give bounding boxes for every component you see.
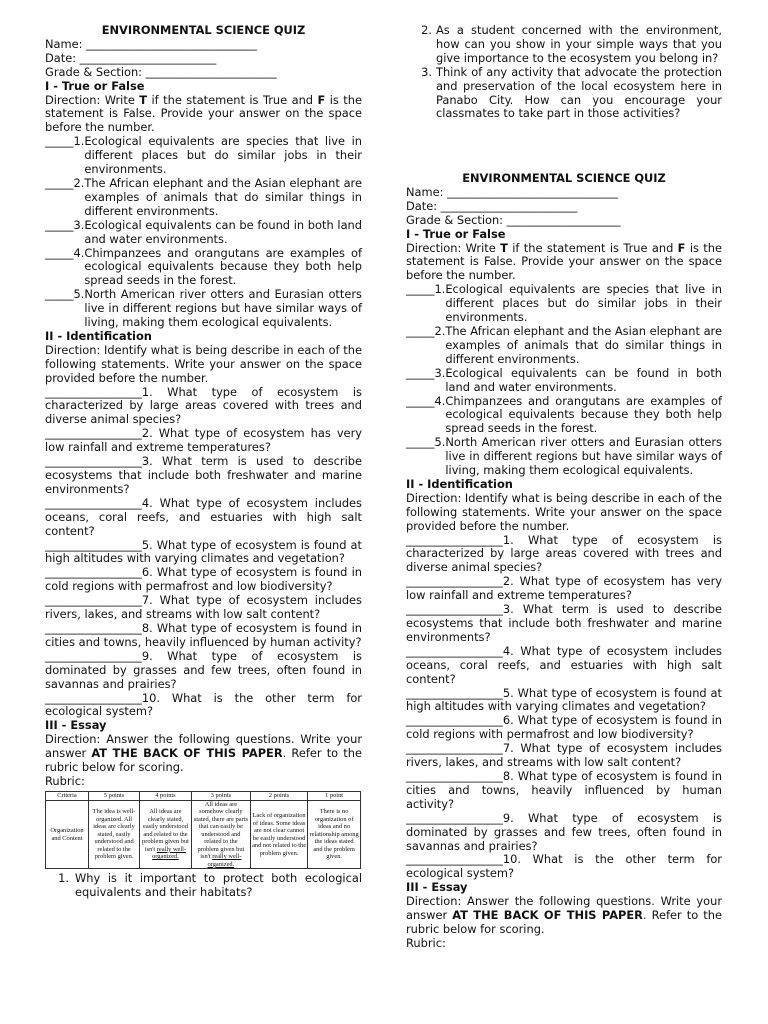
part3-title: III - Essay: [45, 718, 107, 733]
rubric-cell-4: All ideas are clearly stated, easily understood and related to the problem given but isn't really well-organized.: [140, 800, 192, 869]
identification-list: [406, 534, 722, 882]
rubric-header-row: [46, 791, 361, 800]
grade-section-line: Grade & Section: ____________________: [406, 212, 621, 227]
right-column: [406, 172, 722, 951]
rubric-cell-1: There is no organization of ideas and no relationship among the ideas stated and the problem given.: [308, 800, 361, 869]
answer-blank: _____: [45, 245, 74, 260]
rubric-label: Rubric:: [45, 773, 85, 788]
identification-item: _________________9. What type of ecosystem is dominated by grasses and few trees, often found in savannas and prairies?: [406, 810, 722, 853]
quiz-title: ENVIRONMENTAL SCIENCE QUIZ: [101, 23, 306, 37]
rubric-table: [45, 791, 361, 870]
name-line: Name: ______________________________: [406, 184, 618, 199]
tf-item: _____ 3. Ecological equivalents can be found in both land and water environments.: [45, 217, 362, 246]
rubric-header: 4 points: [140, 791, 192, 800]
part2-title: II - Identification: [406, 476, 513, 491]
name-line: Name: ______________________________: [45, 36, 257, 51]
identification-item: _________________4. What type of ecosystem includes oceans, coral reefs, and estuaries with high salt content?: [406, 643, 722, 686]
identification-item: _________________5. What type of ecosystem is found at high altitudes with varying climates and vegetation?: [45, 537, 362, 566]
tf-list: [406, 283, 722, 478]
identification-list: [45, 386, 362, 720]
identification-item: _________________9. What type of ecosystem is dominated by grasses and few trees, often found in savannas and prairies?: [45, 648, 362, 691]
tf-item: _____ 4. Chimpanzees and orangutans are examples of ecological equivalents because they both help spread seeds in the forest.: [406, 393, 722, 436]
identification-item: _________________3. What term is used to describe ecosystems that include both freshwater and marine environments?: [45, 454, 362, 496]
part2-direction: Direction: Identify what is being describe in each of the following statements. Write your answer on the space provided before the number.: [45, 342, 362, 385]
answer-blank: _____: [45, 175, 74, 190]
rubric-header: 5 points: [89, 791, 140, 800]
identification-item: _________________8. What type of ecosystem is found in cities and towns, heavily influenced by human activity?: [406, 768, 722, 811]
answer-blank: _____: [45, 134, 74, 149]
grade-section-line: Grade & Section: _______________________: [45, 64, 277, 79]
rubric-header: 1 point: [308, 791, 361, 800]
tf-item: _____ 1. Ecological equivalents are species that live in different places but do similar jobs in their environments.: [406, 282, 722, 325]
part1-title: I - True or False: [45, 78, 145, 93]
part3-direction: Direction: Answer the following questions. Write your answer AT THE BACK OF THIS PAPER. Refer to the rubric below for scoring.: [45, 732, 363, 775]
tf-item: _____ 4. Chimpanzees and orangutans are examples of ecological equivalents because they both help spread seeds in the forest.: [45, 245, 362, 288]
identification-item: _________________6. What type of ecosystem is found in cold regions with permafrost and low biodiversity?: [406, 713, 722, 742]
identification-item: _________________3. What term is used to describe ecosystems that include both freshwater and marine environments?: [406, 602, 722, 644]
date-line: Date: ________________________: [45, 50, 217, 65]
identification-item: _________________2. What type of ecosystem has very low rainfall and extreme temperatures?: [406, 574, 722, 603]
rubric-header: Criteria: [46, 791, 89, 800]
identification-item: _________________5. What type of ecosystem is found at high altitudes with varying climates and vegetation?: [406, 685, 722, 714]
part1-direction: Direction: Write T if the statement is True and F is the statement is False. Provide your answer on the space before the number.: [406, 240, 722, 283]
rubric-cell-3: All ideas are somehow clearly stated, there are parts that can easily be understood and related to the problem given but isn't really well-organized.: [191, 800, 250, 869]
part3-title: III - Essay: [406, 880, 468, 895]
essay-item: 2. As a student concerned with the environment, how can you show in your simple ways that you give importance to the ecosystem you belong in?: [421, 23, 722, 65]
part1-direction: Direction: Write T if the statement is True and F is the statement is False. Provide your answer on the space before the number.: [45, 92, 362, 135]
quiz-title: ENVIRONMENTAL SCIENCE QUIZ: [462, 171, 666, 185]
rubric-header: 2 points: [250, 791, 307, 800]
tf-item: _____ 3. Ecological equivalents can be found in both land and water environments.: [406, 365, 722, 394]
tf-item: _____ 2. The African elephant and the Asian elephant are examples of animals that do similar things in different environments.: [45, 175, 362, 218]
part3-direction: Direction: Answer the following questions. Write your answer AT THE BACK OF THIS PAPER. Refer to the rubric below for scoring.: [406, 894, 722, 936]
left-column: [45, 24, 362, 900]
identification-item: _________________7. What type of ecosystem includes rivers, lakes, and streams with low salt content?: [406, 741, 722, 770]
rubric-cell-5: The idea is well-organized. All ideas are clearly stated, easily understood and related to the problem given.: [89, 800, 140, 869]
answer-blank: _____: [406, 365, 435, 380]
identification-item: _________________10. What is the other term for ecological system?: [45, 690, 362, 719]
identification-item: _________________2. What type of ecosystem has very low rainfall and extreme temperatures?: [45, 426, 362, 455]
identification-item: _________________1. What type of ecosystem is characterized by large areas covered with trees and diverse animal species?: [406, 532, 722, 575]
answer-blank: _____: [45, 287, 74, 302]
essay-list: [45, 872, 362, 900]
identification-item: _________________8. What type of ecosystem is found in cities and towns, heavily influenced by human activity?: [45, 620, 362, 649]
rubric-criteria: Organization and Content: [46, 800, 89, 869]
identification-item: _________________4. What type of ecosystem includes oceans, coral reefs, and estuaries with high salt content?: [45, 495, 362, 538]
answer-blank: _____: [406, 282, 435, 297]
identification-item: _________________7. What type of ecosystem includes rivers, lakes, and streams with low salt content?: [45, 593, 362, 622]
answer-blank: _____: [406, 393, 435, 408]
date-line: Date: ________________________: [406, 198, 578, 213]
rubric-label: Rubric:: [406, 935, 446, 950]
identification-item: _________________10. What is the other term for ecological system?: [406, 852, 722, 881]
identification-item: _________________6. What type of ecosystem is found in cold regions with permafrost and low biodiversity?: [45, 565, 362, 594]
essay-item: 3. Think of any activity that advocate the protection and preservation of the local ecosystem here in Panabo City. How can you encourage your classmates to take part in those activities?: [421, 64, 722, 121]
answer-blank: _____: [406, 323, 435, 338]
answer-blank: _____: [45, 217, 74, 232]
tf-list: [45, 135, 362, 330]
tf-item: _____ 1. Ecological equivalents are species that live in different places but do similar jobs in their environments.: [45, 134, 362, 177]
tf-item: _____ 5. North American river otters and Eurasian otters live in different regions but have similar ways of living, making them ecological equivalents.: [406, 435, 722, 478]
essay-list-continued: [414, 24, 722, 121]
part2-direction: Direction: Identify what is being describe in each of the following statements. Write your answer on the space provided before the number.: [406, 490, 722, 533]
part2-title: II - Identification: [45, 328, 152, 343]
rubric-cell-2: Lack of organization of ideas. Some ideas are not clear cannot be easily understood and not related to the problem given.: [250, 800, 307, 869]
essay-item: 1. Why is it important to protect both ecological equivalents and their habitats?: [58, 871, 362, 900]
identification-item: _________________1. What type of ecosystem is characterized by large areas covered with trees and diverse animal species?: [45, 384, 362, 427]
part1-title: I - True or False: [406, 226, 506, 241]
tf-item: _____ 2. The African elephant and the Asian elephant are examples of animals that do similar things in different environments.: [406, 323, 722, 366]
rubric-row: [46, 800, 361, 869]
answer-blank: _____: [406, 435, 435, 450]
tf-item: _____ 5. North American river otters and Eurasian otters live in different regions but have similar ways of living, making them ecological equivalents.: [45, 287, 362, 330]
rubric-header: 3 points: [191, 791, 250, 800]
